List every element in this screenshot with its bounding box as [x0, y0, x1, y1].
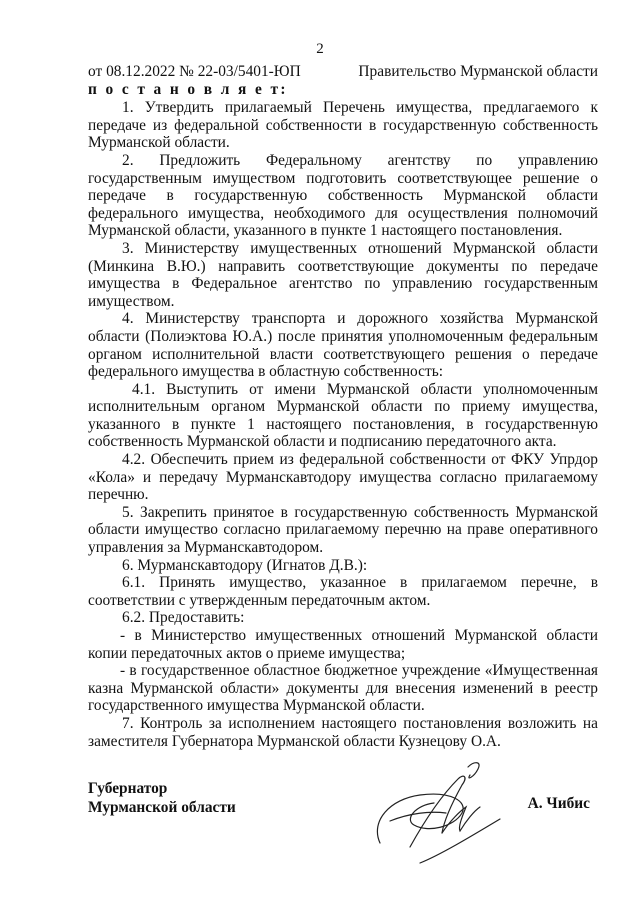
paragraph-7: 7. Контроль за исполнением настоящего постановления возложить на заместителя Губернатора Мурманской области Кузнецову О.А. [88, 714, 598, 750]
paragraph-4-1: 4.1. Выступить от имени Мурманской области уполномоченным исполнительным органом Мурманской области по приему имущества, указанного в пункте 1 настоящего постановления, в государственную собственность Мурманской области и подписанию передаточного акта. [88, 380, 598, 451]
handwritten-signature [350, 751, 520, 866]
document-reference: от 08.12.2022 № 22-03/5401-ЮП [88, 63, 301, 80]
paragraph-6-1: 6.1. Принять имущество, указанное в прилагаемом перечне, в соответствии с утвержденным передаточным актом. [88, 574, 598, 609]
decree-word: п о с т а н о в л я е т: [88, 80, 288, 98]
paragraph-3: 3. Министерству имущественных отношений Мурманской области (Минкина В.Ю.) направить соответствующие документы по передаче имущества в Федеральное агентство по управлению государственным имуществом. [88, 239, 598, 310]
document-body [88, 63, 598, 750]
page-number: 2 [316, 41, 324, 57]
signatory-name: А. Чибис [527, 795, 590, 812]
signatory-region: Мурманской области [88, 799, 236, 816]
list-item-ministry: - в Министерство имущественных отношений Мурманской области копии передаточных актов о приеме имущества; [88, 627, 598, 662]
paragraph-4-2: 4.2. Обеспечить прием из федеральной собственности от ФКУ Упрдор «Кола» и передачу Мурманскавтодору имущества согласно прилагаемому перечню. [88, 451, 598, 504]
signature-block [88, 779, 600, 879]
paragraph-6-2: 6.2. Предоставить: [122, 609, 245, 627]
signatory-title: Губернатор [88, 780, 168, 797]
paragraph-2: 2. Предложить Федеральному агентству по управлению государственным имуществом подготовить соответствующее решение о передаче в государственную собственность Мурманской области федерального имущества, необходимого для осуществления полномочий Мурманской области, указанного в пункте 1 настоящего постановления. [88, 151, 598, 240]
paragraph-4: 4. Министерству транспорта и дорожного хозяйства Мурманской области (Полиэктова Ю.А.) после принятия уполномоченным федеральным органом исполнительной власти соответствующего решения о передаче федерального имущества в областную собственность: [88, 310, 598, 381]
paragraph-1: 1. Утвердить прилагаемый Перечень имущества, предлагаемого к передаче из федеральной собственности в государственную собственность Мурманской области. [88, 99, 598, 152]
issuer-name: Правительство Мурманской области [358, 63, 598, 80]
paragraph-5: 5. Закрепить принятое в государственную собственность Мурманской области имущество согласно прилагаемому перечню на праве оперативного управления за Мурманскавтодором. [88, 503, 598, 557]
paragraph-6: 6. Мурманскавтодору (Игнатов Д.В.): [122, 556, 368, 574]
list-item-treasury: - в государственное областное бюджетное учреждение «Имущественная казна Мурманской области» документы для внесения изменений в реестр государственного имущества Мурманской области. [88, 662, 598, 715]
reference-line [88, 63, 598, 81]
